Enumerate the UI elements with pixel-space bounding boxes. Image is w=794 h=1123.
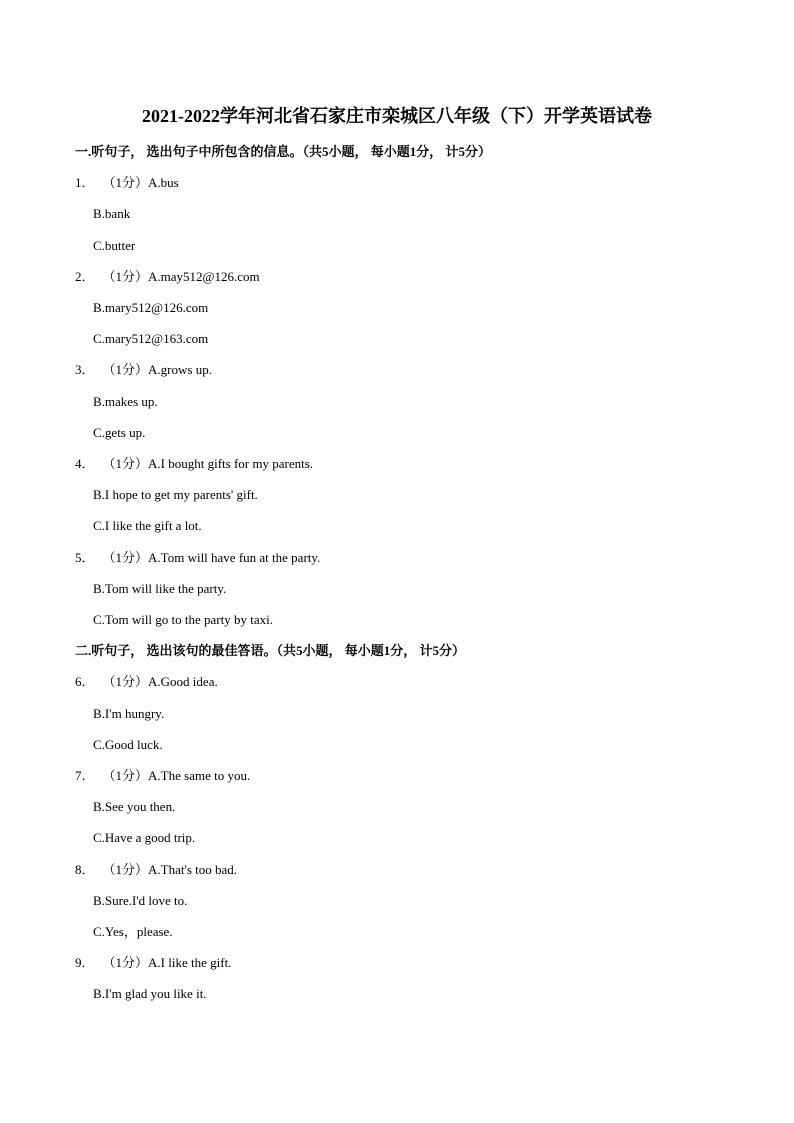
answer-option: C.butter — [93, 237, 136, 253]
answer-option: C.Tom will go to the party by taxi. — [93, 612, 273, 627]
question-number: 3． — [75, 362, 95, 378]
question-line — [75, 267, 260, 287]
answer-option: B.Tom will like the party. — [93, 580, 227, 596]
answer-option: A.Tom will have fun at the party. — [148, 549, 321, 565]
question-score: （1分） — [102, 362, 149, 378]
section-heading: 一.听句子， 选出句子中所包含的信息。（共5小题， 每小题1分， 计5分） — [75, 144, 492, 159]
answer-option: B.mary512@126.com — [93, 300, 209, 315]
question-line — [75, 860, 237, 880]
answer-option: B.Sure.I'd love to. — [93, 892, 188, 908]
question-number: 1． — [75, 175, 95, 191]
question-score: （1分） — [102, 175, 149, 191]
answer-option: A.The same to you. — [148, 768, 251, 783]
question-line — [75, 953, 231, 973]
question-score: （1分） — [102, 955, 149, 971]
question-number: 4． — [75, 456, 95, 471]
answer-option: C.Have a good trip. — [93, 830, 196, 846]
section-heading: 二.听句子， 选出该句的最佳答语。（共5小题， 每小题1分， 计5分） — [75, 643, 466, 659]
question-line — [75, 454, 313, 474]
answer-option: A.I bought gifts for my parents. — [148, 456, 314, 471]
question-number: 5． — [75, 549, 95, 565]
answer-option: A.Good idea. — [148, 674, 218, 690]
answer-option: B.See you then. — [93, 799, 176, 815]
question-number: 9． — [75, 955, 95, 971]
answer-option: B.bank — [93, 206, 131, 222]
answer-option: B.makes up. — [93, 393, 158, 409]
answer-option: A.grows up. — [148, 362, 212, 378]
answer-option: C.gets up. — [93, 424, 146, 440]
answer-option: B.I hope to get my parents' gift. — [93, 487, 258, 503]
question-score: （1分） — [102, 456, 149, 471]
page-title: 2021-2022学年河北省石家庄市栾城区八年级（下）开学英语试卷 — [142, 106, 652, 126]
answer-option: C.I like the gift a lot. — [93, 518, 202, 534]
question-score: （1分） — [102, 674, 149, 690]
question-number: 8． — [75, 861, 95, 877]
answer-option: B.I'm glad you like it. — [93, 986, 207, 1002]
answer-option: B.I'm hungry. — [93, 705, 165, 721]
question-score: （1分） — [102, 549, 149, 565]
question-line — [75, 672, 218, 692]
question-line — [75, 173, 179, 193]
question-number: 2． — [75, 268, 95, 284]
question-score: （1分） — [102, 861, 149, 877]
question-number: 7． — [75, 768, 95, 783]
answer-option: A.That's too bad. — [148, 861, 238, 877]
answer-option: A.bus — [148, 175, 179, 191]
question-line — [75, 360, 212, 380]
answer-option: A.I like the gift. — [148, 955, 232, 971]
question-score: （1分） — [102, 768, 149, 783]
answer-option: C.Yes，please. — [93, 924, 173, 939]
question-line — [75, 766, 250, 786]
question-line — [75, 548, 320, 568]
question-score: （1分） — [102, 268, 149, 284]
question-number: 6． — [75, 674, 95, 690]
answer-option: C.Good luck. — [93, 736, 163, 752]
answer-option: A.may512@126.com — [148, 268, 260, 284]
answer-option: C.mary512@163.com — [93, 331, 209, 347]
